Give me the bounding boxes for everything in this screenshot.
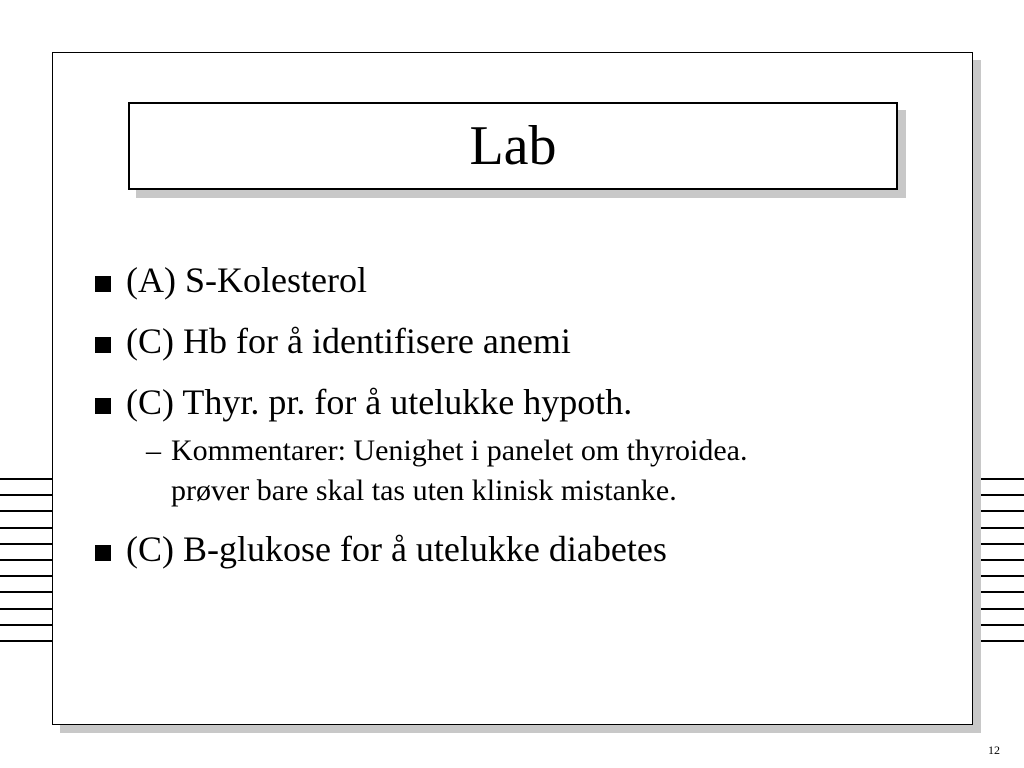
left-stripes-decoration [0,478,52,656]
slide-title: Lab [469,115,557,177]
title-box [128,102,898,190]
square-bullet-icon [95,398,111,414]
square-bullet-icon [95,276,111,292]
bullet-text: (C) Thyr. pr. for å utelukke hypoth. [126,382,633,422]
bullet-item [90,319,960,363]
sub-bullet-line-2: prøver bare skal tas uten klinisk mistanke. [171,474,677,507]
bullet-text: (C) B-glukose for å utelukke diabetes [126,529,667,569]
bullet-item [90,380,960,424]
dash-bullet-icon: – [146,434,161,467]
square-bullet-icon [95,545,111,561]
sub-bullet-item [146,431,960,511]
bullet-item [90,258,960,302]
square-bullet-icon [95,337,111,353]
sub-bullet-line-1: Kommentarer: Uenighet i panelet om thyroidea. [171,434,748,467]
bullet-text: (A) S-Kolesterol [126,260,367,300]
bullet-text: (C) Hb for å identifisere anemi [126,321,571,361]
page-number: 12 [988,743,1000,757]
bullet-list [90,258,960,588]
bullet-item [90,527,960,571]
